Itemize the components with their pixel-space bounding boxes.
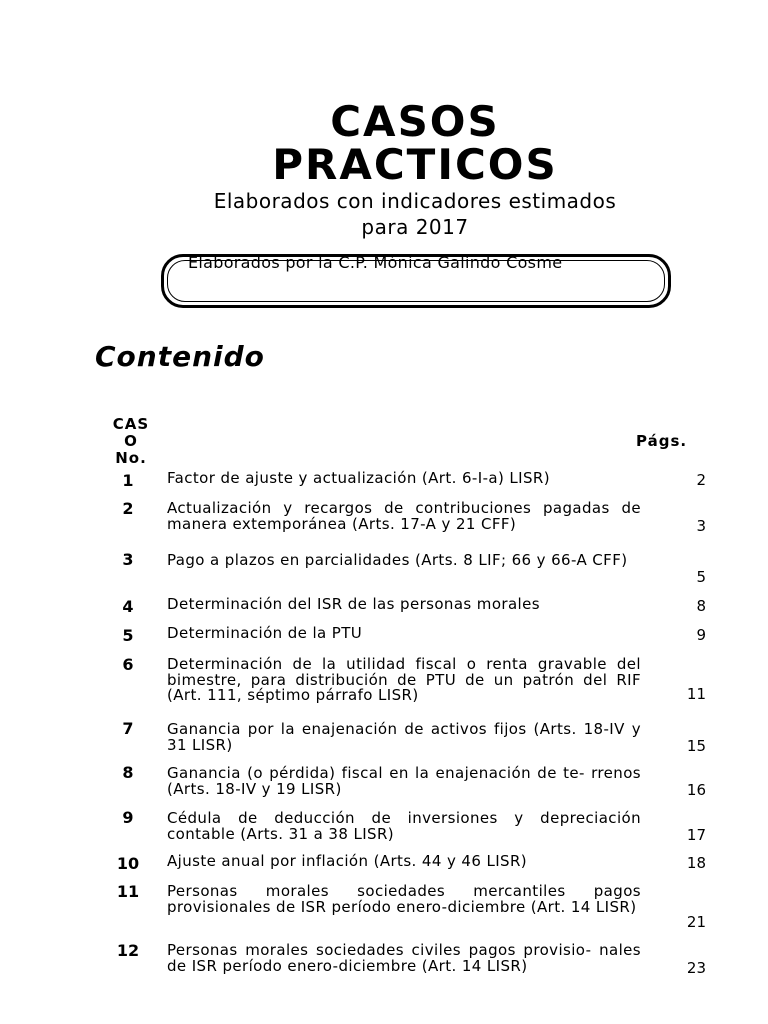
title-line-2: PRACTICOS [272,140,558,189]
column-header-case [102,416,160,467]
case-number: 5 [122,626,134,645]
case-title: Personas morales sociedades civiles pagos provisio- nales de ISR período enero-diciembre (Art. 14 LISR) [167,941,641,975]
case-number: 3 [122,550,134,569]
page-number: 23 [686,959,706,977]
page-number: 9 [696,626,706,644]
case-number: 2 [122,499,134,518]
case-number: 7 [122,719,134,738]
case-number: 4 [122,597,134,616]
case-title: Actualización y recargos de contribuciones pagadas de manera extemporánea (Arts. 17-A y 21 CFF) [167,499,641,533]
case-title: Cédula de deducción de inversiones y depreciación contable (Arts. 31 a 38 LISR) [167,809,641,843]
case-number: 1 [122,471,134,490]
case-title: Ajuste anual por inflación (Arts. 44 y 46 LISR) [167,852,528,870]
page-number: 11 [686,685,706,703]
contents-heading: Contenido [95,340,265,373]
case-number: 6 [122,655,134,674]
column-header-case-line-1: CAS [112,415,150,433]
case-number: 10 [116,854,140,873]
case-number: 8 [122,763,134,782]
page-number: 5 [696,568,706,586]
case-title: Determinación del ISR de las personas morales [167,595,540,613]
case-number: 12 [116,941,140,960]
case-title: Personas morales sociedades mercantiles pagos provisionales de ISR período enero-diciembre (Art. 14 LISR) [167,882,641,916]
subtitle-line-1: Elaborados con indicadores estimados [213,189,617,213]
case-title: Pago a plazos en parcialidades (Arts. 8 LIF; 66 y 66-A CFF) [167,551,628,569]
author-credit: Elaborados por la C.P. Mónica Galindo Cosme [188,253,563,272]
case-title: Ganancia por la enajenación de activos fijos (Arts. 18-IV y 31 LISR) [167,720,641,754]
title-block [0,97,768,239]
case-title: Factor de ajuste y actualización (Art. 6-I-a) LISR) [167,469,550,487]
case-number: 9 [122,808,134,827]
case-title: Ganancia (o pérdida) fiscal en la enajenación de te- rrenos (Arts. 18-IV y 19 LISR) [167,764,641,798]
case-title: Determinación de la utilidad fiscal o renta gravable del bimestre, para distribución de PTU de un patrón del RIF (Art. 111, séptimo párrafo LISR) [167,655,641,704]
page-number: 21 [686,913,706,931]
case-title: Determinación de la PTU [167,624,363,642]
title-line-1: CASOS [330,97,500,146]
page-number: 2 [696,471,706,489]
page-number: 17 [686,826,706,844]
page-number: 15 [686,737,706,755]
page-number: 3 [696,517,706,535]
column-header-case-line-2: O [124,432,138,450]
subtitle-line-2: para 2017 [361,215,469,239]
page-number: 18 [686,854,706,872]
case-number: 11 [116,882,140,901]
column-header-case-line-3: No. [115,449,147,467]
page-number: 8 [696,597,706,615]
page-number: 16 [686,781,706,799]
column-header-pages: Págs. [636,432,688,450]
